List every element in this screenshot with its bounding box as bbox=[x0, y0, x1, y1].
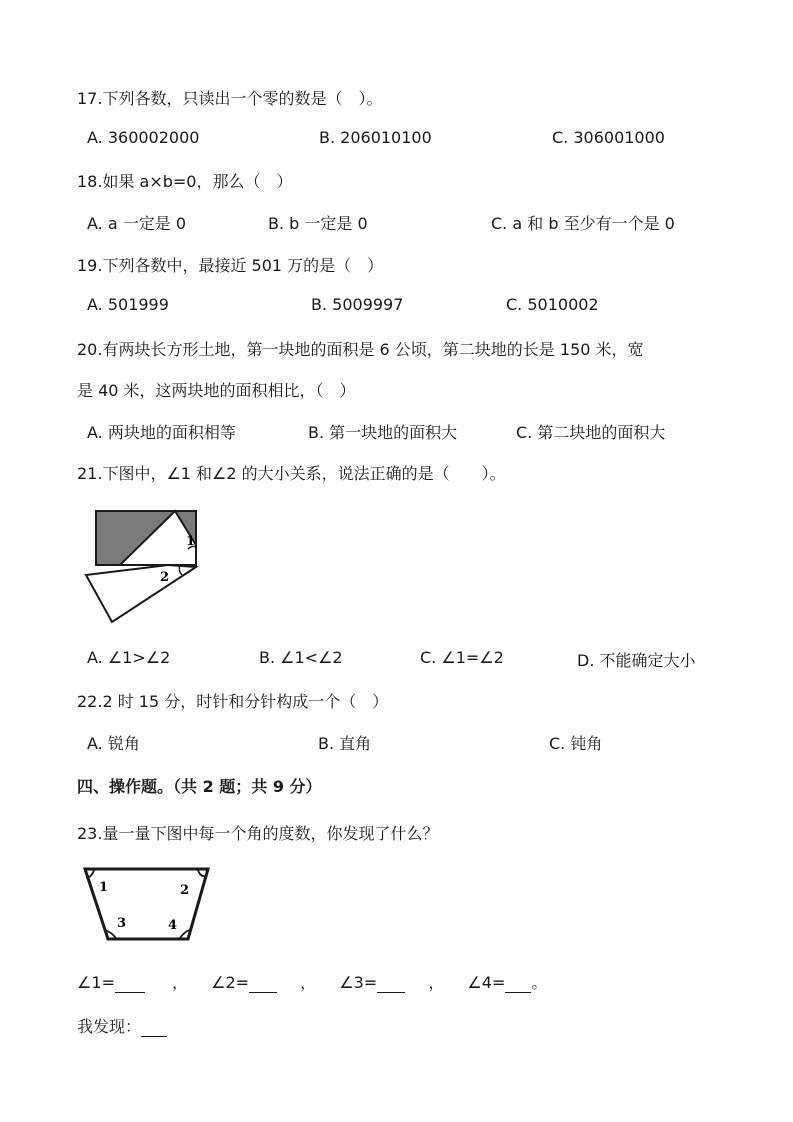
question-20-option-a[interactable]: A. 两块地的面积相等 bbox=[87, 423, 236, 442]
figure-label-1: 1 bbox=[186, 534, 196, 549]
discover-blank[interactable] bbox=[141, 1017, 167, 1037]
question-20-option-b[interactable]: B. 第一块地的面积大 bbox=[308, 423, 458, 442]
question-19-option-a[interactable]: A. 501999 bbox=[87, 295, 169, 314]
figure-label-3: 3 bbox=[117, 916, 127, 931]
question-17-option-b[interactable]: B. 206010100 bbox=[319, 128, 432, 147]
question-21-stem: 21.下图中，∠1 和∠2 的大小关系，说法正确的是（ ）。 bbox=[77, 464, 506, 483]
figure-label-4: 4 bbox=[168, 918, 178, 933]
rotated-rectangle bbox=[86, 565, 196, 622]
question-20-stem-line2: 是 40 米，这两块地的面积相比，（ ） bbox=[77, 381, 356, 400]
folded-paper-figure bbox=[80, 505, 210, 630]
angle-2-label: ∠2= bbox=[211, 973, 250, 992]
question-21-option-a[interactable]: A. ∠1>∠2 bbox=[87, 648, 171, 667]
question-22-stem: 22.2 时 15 分，时针和分针构成一个（ ） bbox=[77, 692, 389, 711]
separator-comma-3: ， bbox=[428, 973, 445, 992]
question-20-option-c[interactable]: C. 第二块地的面积大 bbox=[516, 423, 666, 442]
end-period: 。 bbox=[531, 973, 548, 992]
separator-comma-1: ， bbox=[172, 973, 189, 992]
discover-row bbox=[77, 1014, 167, 1037]
angle-answers-row bbox=[77, 970, 547, 993]
angle-3-blank[interactable] bbox=[377, 973, 405, 993]
question-19-option-c[interactable]: C. 5010002 bbox=[506, 295, 599, 314]
question-18-option-b[interactable]: B. b 一定是 0 bbox=[268, 214, 368, 233]
question-19-stem: 19.下列各数中，最接近 501 万的是（ ） bbox=[77, 256, 384, 275]
section-4-title: 四、操作题。（共 2 题；共 9 分） bbox=[77, 777, 322, 796]
question-17-stem: 17.下列各数，只读出一个零的数是（ ）。 bbox=[77, 89, 383, 108]
figure-label-2: 2 bbox=[160, 570, 170, 585]
question-21-option-c[interactable]: C. ∠1=∠2 bbox=[420, 648, 504, 667]
angle-4-blank[interactable] bbox=[505, 973, 531, 993]
question-22-option-a[interactable]: A. 锐角 bbox=[87, 734, 140, 753]
angle-1-label: ∠1= bbox=[77, 973, 115, 992]
question-17-option-c[interactable]: C. 306001000 bbox=[552, 128, 665, 147]
question-21-option-b[interactable]: B. ∠1<∠2 bbox=[259, 648, 343, 667]
question-21-option-d[interactable]: D. 不能确定大小 bbox=[577, 651, 696, 670]
question-18-option-c[interactable]: C. a 和 b 至少有一个是 0 bbox=[491, 214, 675, 233]
separator-comma-2: ， bbox=[300, 973, 317, 992]
question-23-stem: 23.量一量下图中每一个角的度数，你发现了什么？ bbox=[77, 824, 439, 843]
angle-4-label: ∠4= bbox=[467, 973, 506, 992]
question-22-option-b[interactable]: B. 直角 bbox=[318, 734, 372, 753]
figure-label-1: 1 bbox=[99, 880, 109, 895]
question-17-option-a[interactable]: A. 360002000 bbox=[87, 128, 200, 147]
figure-label-2: 2 bbox=[180, 883, 190, 898]
question-18-stem: 18.如果 a×b=0，那么（ ） bbox=[77, 172, 293, 191]
question-18-option-a[interactable]: A. a 一定是 0 bbox=[87, 214, 186, 233]
discover-label: 我发现： bbox=[77, 1017, 142, 1036]
trapezoid-figure bbox=[80, 864, 215, 944]
angle-3-label: ∠3= bbox=[339, 973, 378, 992]
question-20-stem-line1: 20.有两块长方形土地，第一块地的面积是 6 公顷，第二块地的长是 150 米，宽 bbox=[77, 340, 644, 359]
angle-1-blank[interactable] bbox=[115, 973, 145, 993]
question-19-option-b[interactable]: B. 5009997 bbox=[311, 295, 404, 314]
question-22-option-c[interactable]: C. 钝角 bbox=[549, 734, 603, 753]
angle-2-blank[interactable] bbox=[249, 973, 277, 993]
